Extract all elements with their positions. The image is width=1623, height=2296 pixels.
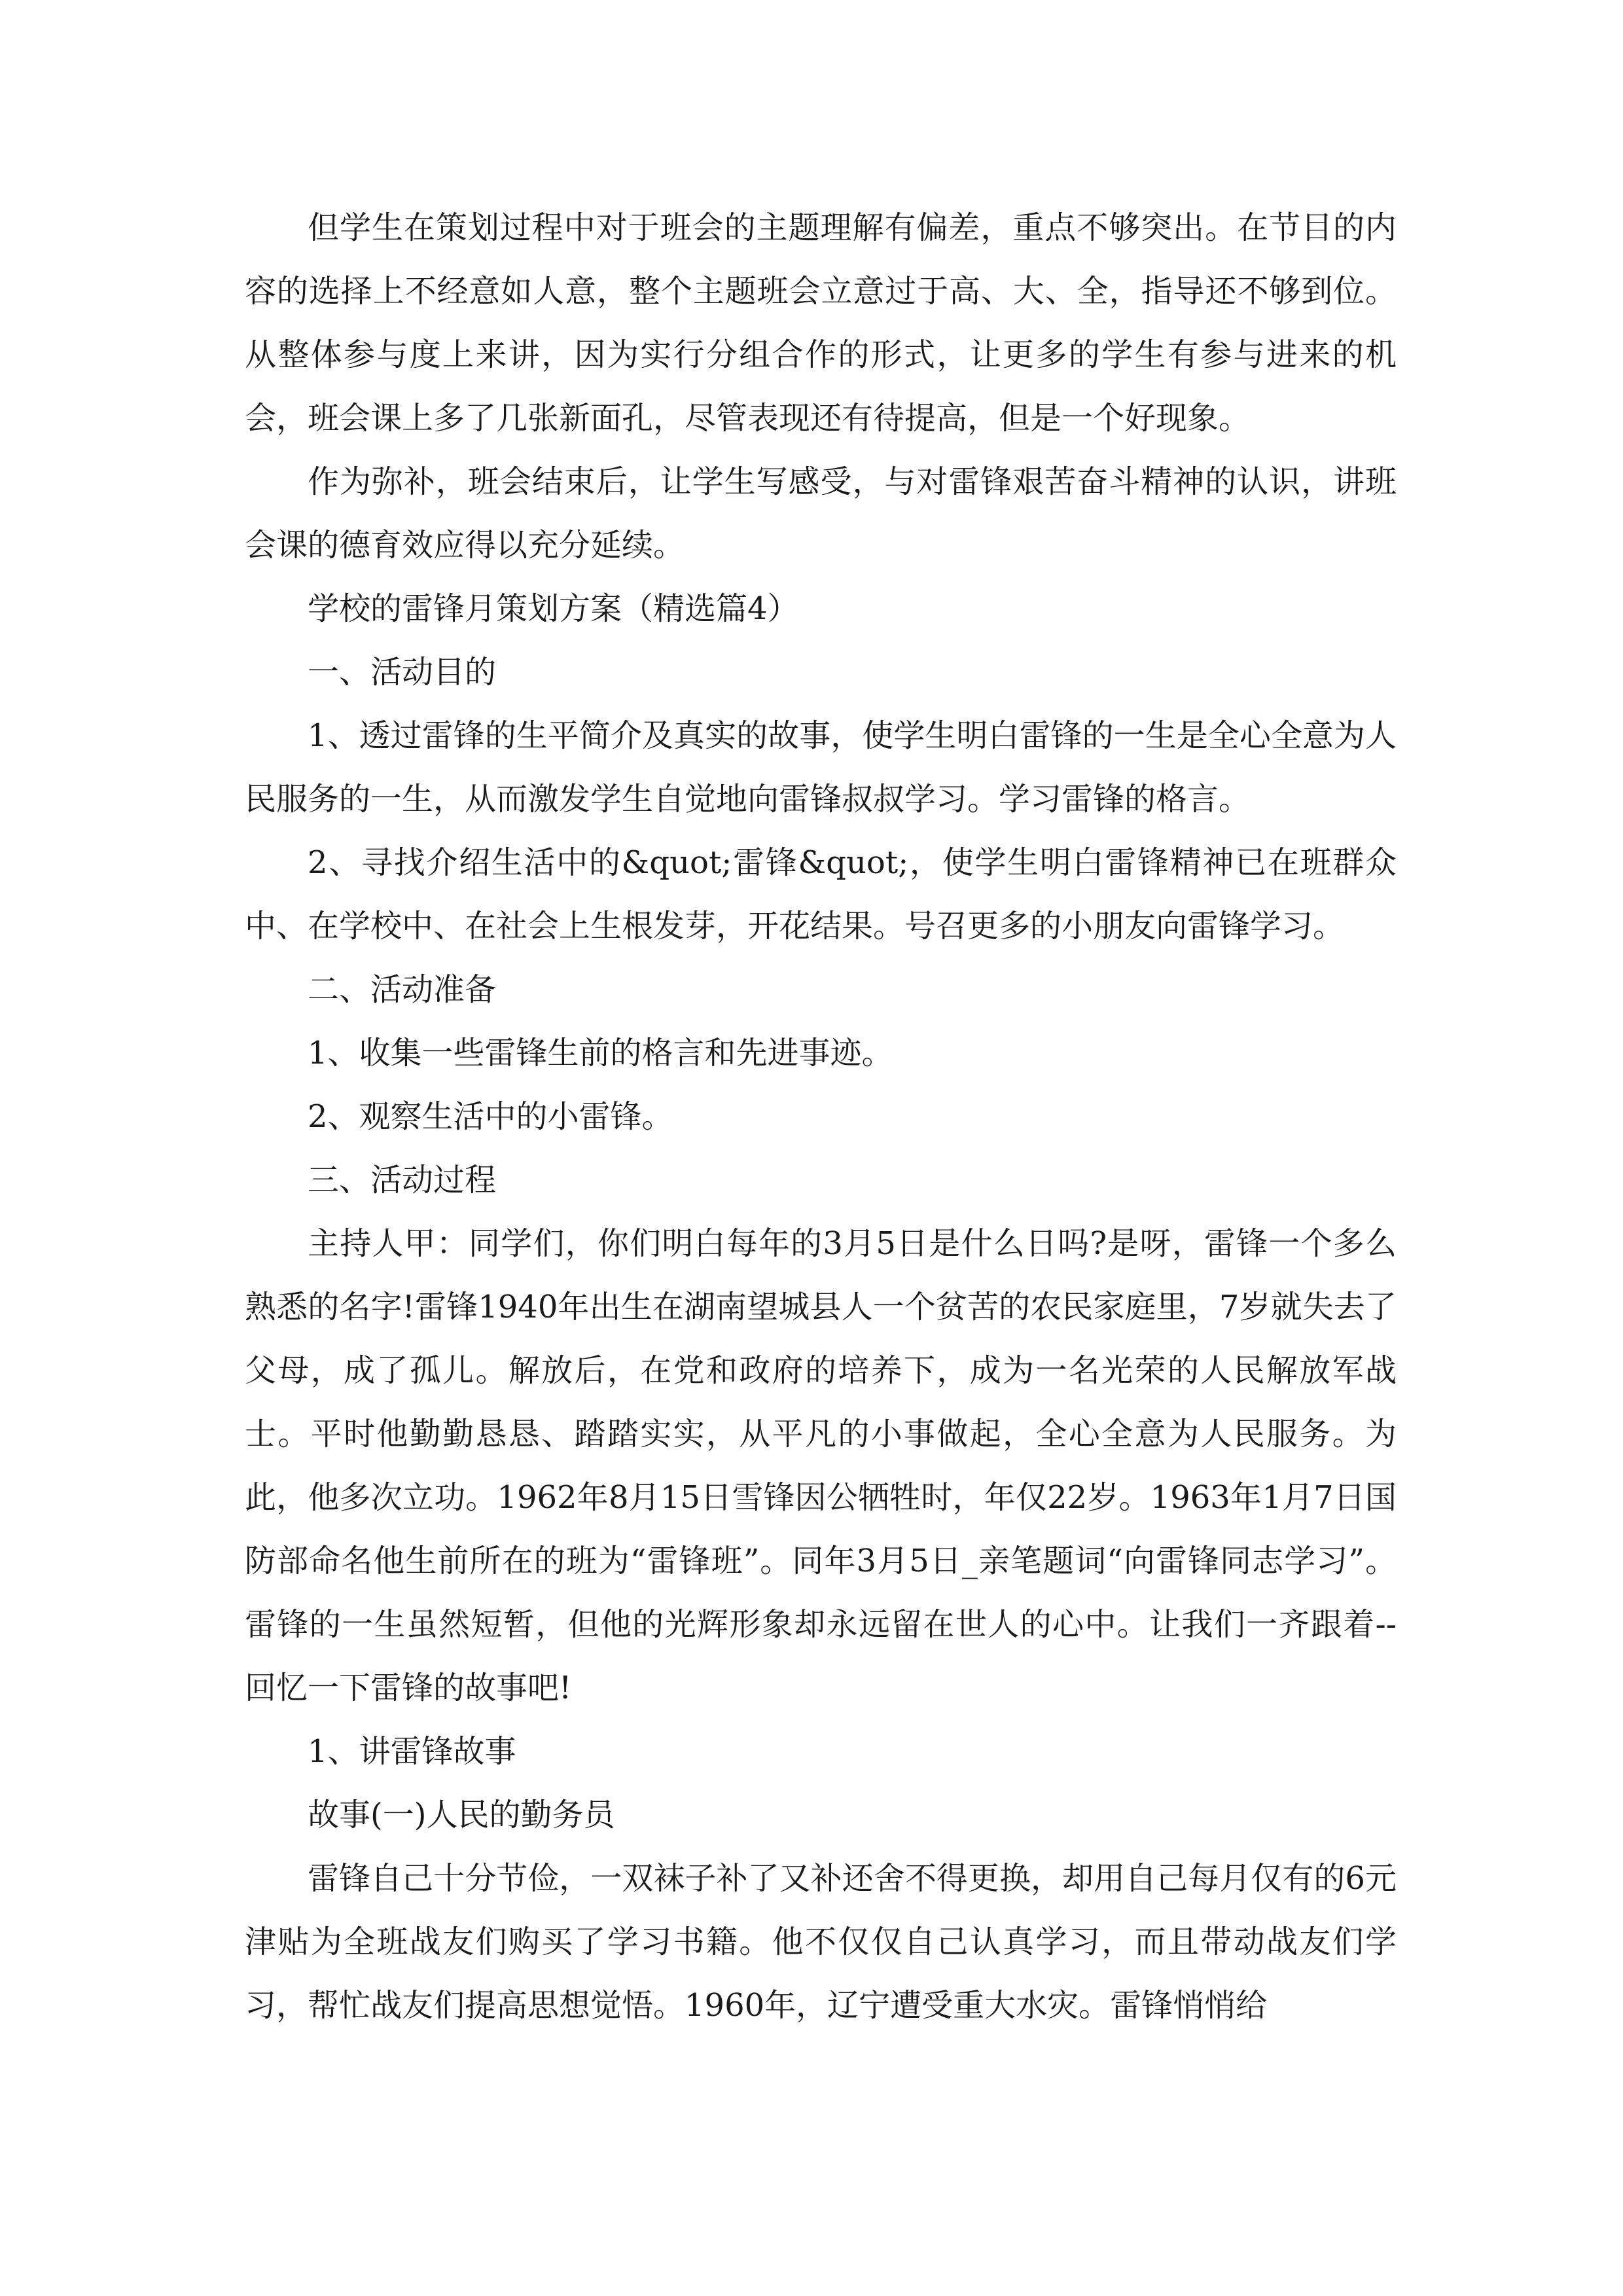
paragraph-reflection: 但学生在策划过程中对于班会的主题理解有偏差，重点不够突出。在节目的内容的选择上不经意如人意，整个主题班会立意过于高、大、全，指导还不够到位。从整体参与度上来讲，因为实行分组合作的形式，让更多的学生有参与进来的机会，班会课上多了几张新面孔，尽管表现还有待提高，但是一个好现象。: [245, 209, 1397, 437]
paragraph-purpose-1: 1、透过雷锋的生平简介及真实的故事，使学生明白雷锋的一生是全心全意为人民服务的一生，从而激发学生自觉地向雷锋叔叔学习。学习雷锋的格言。: [245, 717, 1397, 817]
paragraph-preparation-1: 1、收集一些雷锋生前的格言和先进事迹。: [308, 1035, 893, 1071]
section-title: 学校的雷锋月策划方案（精选篇4）: [308, 590, 799, 627]
heading-tell-stories: 1、讲雷锋故事: [308, 1733, 516, 1770]
document-body: [245, 196, 1397, 2037]
paragraph-host-intro: 主持人甲：同学们，你们明白每年的3月5日是什么日吗?是呀，雷锋一个多么熟悉的名字!雷锋1940年出生在湖南望城县人一个贫苦的农民家庭里，7岁就失去了父母，成了孤儿。解放后，在党和政府的培养下，成为一名光荣的人民解放军战士。平时他勤勤恳恳、踏踏实实，从平凡的小事做起，全心全意为人民服务。为此，他多次立功。1962年8月15日雪锋因公牺牲时，年仅22岁。1963年1月7日国防部命名他生前所在的班为“雷锋班”。同年3月5日_亲笔题词“向雷锋同志学习”。雷锋的一生虽然短暂，但他的光辉形象却永远留在世人的心中。让我们一齐跟着--回忆一下雷锋的故事吧!: [245, 1225, 1397, 1706]
paragraph-preparation-2: 2、观察生活中的小雷锋。: [308, 1098, 673, 1135]
heading-story-one: 故事(一)人民的勤务员: [308, 1797, 615, 1833]
heading-activity-preparation: 二、活动准备: [308, 971, 497, 1008]
paragraph-remedy: 作为弥补，班会结束后，让学生写感受，与对雷锋艰苦奋斗精神的认识，讲班会课的德育效应得以充分延续。: [245, 463, 1397, 564]
paragraph-purpose-2: 2、寻找介绍生活中的&quot;雷锋&quot;，使学生明白雷锋精神已在班群众中、在学校中、在社会上生根发芽，开花结果。号召更多的小朋友向雷锋学习。: [245, 844, 1397, 944]
heading-activity-purpose: 一、活动目的: [308, 654, 497, 691]
heading-activity-process: 三、活动过程: [308, 1162, 497, 1198]
paragraph-story-one: 雷锋自己十分节俭，一双袜子补了又补还舍不得更换，却用自己每月仅有的6元津贴为全班战友们购买了学习书籍。他不仅仅自己认真学习，而且带动战友们学习，帮忙战友们提高思想觉悟。1960年，辽宁遭受重大水灾。雷锋悄悄给: [245, 1860, 1397, 2024]
